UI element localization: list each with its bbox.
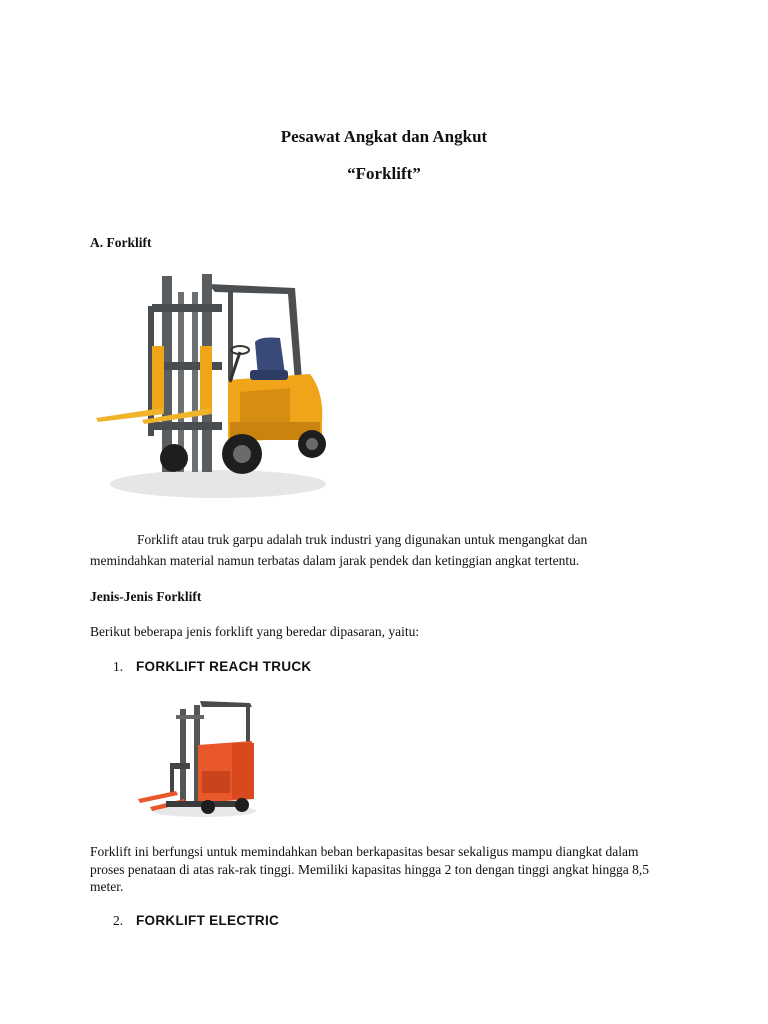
document-subtitle: “Forklift” [347,164,421,183]
types-heading: Jenis-Jenis Forklift [90,589,202,604]
document-title: Pesawat Angkat dan Angkut [280,127,488,146]
list-item-electric [113,913,279,929]
reach-truck-paragraph: Forklift ini berfungsi untuk memindahkan beban berkapasitas besar sekaligus mampu diangkat dalam proses penataan di atas rak-rak tinggi. Memiliki kapasitas hingga 2 ton dengan tinggi angkat hingga 8,5 meter. [90,844,649,894]
section-a-heading: A. Forklift [90,235,152,250]
reach-truck-image [136,695,256,823]
list-number: 1. [113,659,124,674]
list-label: FORKLIFT REACH TRUCK [136,659,312,674]
forklift-image [90,262,328,510]
list-label: FORKLIFT ELECTRIC [136,913,280,928]
list-number: 2. [113,913,124,928]
types-intro-text: Berikut beberapa jenis forklift yang beredar dipasaran, yaitu: [90,624,420,639]
list-item-reach-truck [113,659,311,675]
intro-paragraph: Forklift atau truk garpu adalah truk industri yang digunakan untuk mengangkat dan memindahkan material namun terbatas dalam jarak pendek dan ketinggian angkat tertentu. [90,532,588,568]
